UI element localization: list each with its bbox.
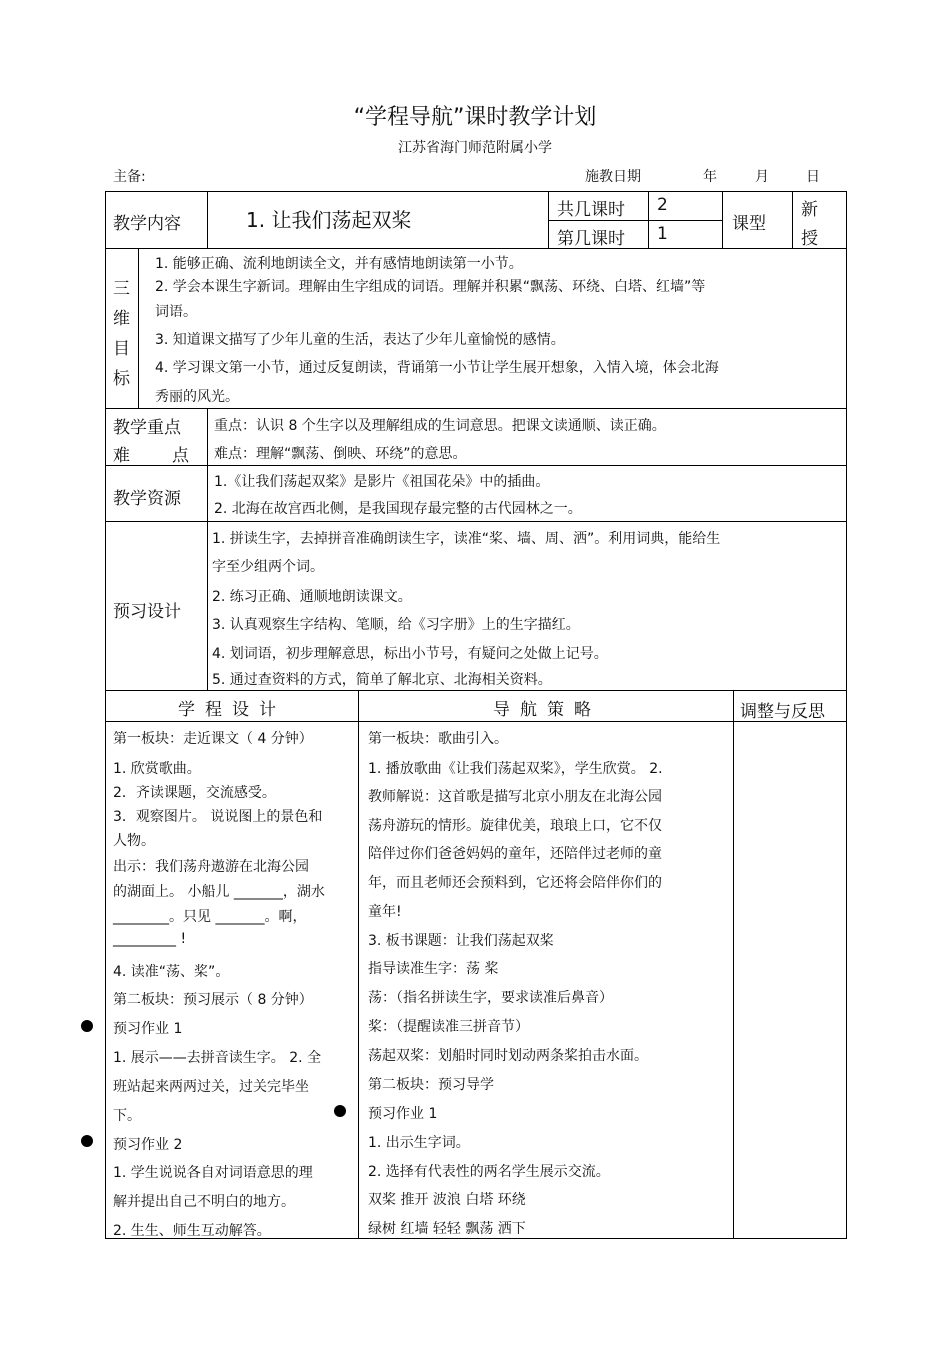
design-line: _________ ! bbox=[113, 931, 187, 947]
goal-line: 秀丽的风光。 bbox=[155, 389, 239, 405]
design-line: 预习作业 2 bbox=[113, 1137, 183, 1153]
strategy-line: 陪伴过你们爸爸妈妈的童年，还陪伴过老师的童 bbox=[368, 846, 662, 862]
goals-label-1: 三 bbox=[113, 279, 130, 299]
strategy-line: 指导读准生字：荡 桨 bbox=[368, 961, 499, 977]
goals-label-2: 维 bbox=[113, 309, 130, 329]
design-line: 班站起来两两过关，过关完毕坐 bbox=[113, 1079, 309, 1095]
month-label: 月 bbox=[755, 169, 769, 185]
preview-label: 预习设计 bbox=[113, 602, 181, 622]
preview-line: 字至少组两个词。 bbox=[212, 559, 324, 575]
bullet-icon bbox=[81, 1135, 93, 1147]
strategy-line: 2. 选择有代表性的两名学生展示交流。 bbox=[368, 1164, 610, 1180]
design-line: 的湖面上。 小船儿 _______，湖水 bbox=[113, 884, 325, 900]
goals-label-4: 标 bbox=[113, 369, 130, 389]
lesson-type-label: 课型 bbox=[732, 214, 766, 234]
strategy-line: 教师解说：这首歌是描写北京小朋友在北海公园 bbox=[368, 789, 662, 805]
strategy-line: 桨：（提醒读准三拼音节） bbox=[368, 1019, 529, 1035]
strategy-line: 年，而且老师还会预料到，它还将会陪伴你们的 bbox=[368, 875, 662, 891]
total-lessons-value: 2 bbox=[657, 195, 668, 215]
strategy-line: 绿树 红墙 轻轻 飘荡 洒下 bbox=[368, 1221, 526, 1237]
school-name: 江苏省海门师范附属小学 bbox=[398, 140, 552, 156]
strategy-line: 双桨 推开 波浪 白塔 环绕 bbox=[368, 1192, 526, 1208]
strategy-line: 荡：（指名拼读生字，要求读准后鼻音） bbox=[368, 990, 613, 1006]
preview-line: 1. 拼读生字，去掉拼音准确朗读生字，读准“桨、墙、周、洒”。利用词典，能给生 bbox=[212, 531, 721, 547]
goals-label-3: 目 bbox=[113, 339, 130, 359]
design-line: 出示：我们荡舟遨游在北海公园 bbox=[113, 859, 309, 875]
content-label: 教学内容 bbox=[113, 214, 181, 234]
design-line: 2．齐读课题，交流感受。 bbox=[113, 785, 276, 801]
preparer-label: 主备: bbox=[113, 169, 146, 185]
preview-line: 4. 划词语，初步理解意思，标出小节号，有疑问之处做上记号。 bbox=[212, 646, 608, 662]
preview-line: 2. 练习正确、通顺地朗读课文。 bbox=[212, 589, 412, 605]
design-line: 第二板块：预习展示（ 8 分钟） bbox=[113, 992, 313, 1008]
preview-line: 3. 认真观察生字结构、笔顺，给《习字册》上的生字描红。 bbox=[212, 617, 580, 633]
strategy-line: 1. 出示生字词。 bbox=[368, 1135, 470, 1151]
which-lesson-value: 1 bbox=[657, 224, 668, 244]
strategy-line: 童年! bbox=[368, 904, 402, 920]
goal-line: 2. 学会本课生字新词。理解由生字组成的词语。理解并积累“飘荡、环绕、白塔、红墙”等 bbox=[155, 279, 706, 295]
lesson-type-value-1: 新 bbox=[801, 200, 818, 220]
design-line: 人物。 bbox=[113, 833, 155, 849]
which-lesson-label: 第几课时 bbox=[557, 229, 625, 249]
design-line: 1. 展示——去拼音读生字。 2. 全 bbox=[113, 1050, 322, 1066]
bullet-icon bbox=[334, 1105, 346, 1117]
strategy-line: 荡起双桨：划船时同时划动两条桨拍击水面。 bbox=[368, 1048, 648, 1064]
strategy-line: 荡舟游玩的情形。旋律优美，琅琅上口，它不仅 bbox=[368, 818, 662, 834]
design-line: 第一板块：走近课文（ 4 分钟） bbox=[113, 731, 313, 747]
key-point: 重点：认识 8 个生字以及理解组成的生词意思。把课文读通顺、读正确。 bbox=[214, 418, 666, 434]
resource-line: 2. 北海在故宫西北侧，是我国现存最完整的古代园林之一。 bbox=[214, 501, 582, 517]
design-line: 解并提出自己不明白的地方。 bbox=[113, 1194, 295, 1210]
year-label: 年 bbox=[703, 169, 717, 185]
design-line: 2. 生生、师生互动解答。 bbox=[113, 1223, 271, 1239]
strategy-line: 预习作业 1 bbox=[368, 1106, 438, 1122]
design-line: 4. 读准“荡、桨”。 bbox=[113, 964, 230, 980]
design-line: 1. 学生说说各自对词语意思的理 bbox=[113, 1165, 313, 1181]
date-label: 施教日期 bbox=[585, 169, 641, 185]
resource-line: 1.《让我们荡起双桨》是影片《祖国花朵》中的插曲。 bbox=[214, 474, 550, 490]
resources-label: 教学资源 bbox=[113, 489, 181, 509]
page-title: “学程导航”课时教学计划 bbox=[353, 105, 597, 130]
focus-label-2b: 点 bbox=[172, 446, 189, 466]
day-label: 日 bbox=[806, 169, 820, 185]
difficult-point: 难点：理解“飘荡、倒映、环绕”的意思。 bbox=[214, 446, 467, 462]
strategy-line: 第二板块：预习导学 bbox=[368, 1077, 494, 1093]
column-design-header: 学程设计 bbox=[178, 700, 286, 720]
column-reflection-header: 调整与反思 bbox=[740, 702, 825, 722]
lesson-title: 1. 让我们荡起双桨 bbox=[246, 208, 412, 232]
design-line: 1. 欣赏歌曲。 bbox=[113, 761, 201, 777]
lesson-type-value-2: 授 bbox=[801, 229, 818, 249]
preview-line: 5. 通过查资料的方式，简单了解北京、北海相关资料。 bbox=[212, 672, 552, 688]
focus-label-2a: 难 bbox=[113, 446, 130, 466]
design-line: 预习作业 1 bbox=[113, 1021, 183, 1037]
focus-label-1: 教学重点 bbox=[113, 418, 181, 438]
bullet-icon bbox=[81, 1020, 93, 1032]
strategy-line: 第一板块：歌曲引入。 bbox=[368, 731, 508, 747]
goal-line: 1. 能够正确、流利地朗读全文，并有感情地朗读第一小节。 bbox=[155, 256, 523, 272]
design-line: 3．观察图片。 说说图上的景色和 bbox=[113, 809, 323, 825]
goal-line: 4. 学习课文第一小节，通过反复朗读，背诵第一小节让学生展开想象，入情入境，体会北海 bbox=[155, 360, 719, 376]
goal-line: 词语。 bbox=[155, 304, 197, 320]
total-lessons-label: 共几课时 bbox=[557, 200, 625, 220]
strategy-line: 3. 板书课题：让我们荡起双桨 bbox=[368, 933, 554, 949]
goal-line: 3. 知道课文描写了少年儿童的生活，表达了少年儿童愉悦的感情。 bbox=[155, 332, 565, 348]
strategy-line: 1. 播放歌曲《让我们荡起双桨》，学生欣赏。 2. bbox=[368, 761, 663, 777]
column-strategy-header: 导航策略 bbox=[493, 700, 601, 720]
design-line: ________。只见 _______。啊， bbox=[113, 909, 307, 925]
design-line: 下。 bbox=[113, 1108, 141, 1124]
